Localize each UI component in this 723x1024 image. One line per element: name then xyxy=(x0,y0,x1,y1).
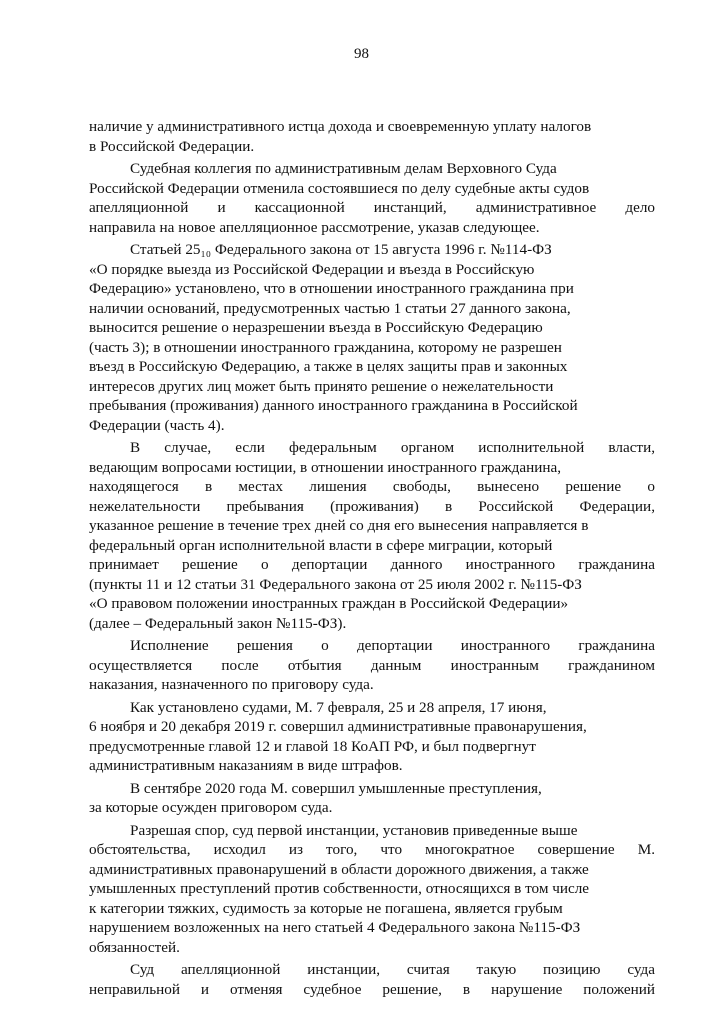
text-line: ведающим вопросами юстиции, в отношении иностранного гражданина, xyxy=(89,458,562,476)
text-line: (пункты 11 и 12 статьи 31 Федерального закона от 25 июля 2002 г. №115-ФЗ xyxy=(89,575,582,593)
text-line: административным наказаниям в виде штрафов. xyxy=(89,757,403,774)
text-line: Федерации (часть 4). xyxy=(89,416,225,434)
paragraph-start-line: В сентябре 2020 года М. совершил умышленные преступления, xyxy=(130,779,542,797)
text-line: умышленных преступлений против собственности, относящихся в том числе xyxy=(89,880,590,897)
text-line: принимает решение о депортации данного иностранного гражданина xyxy=(89,556,655,573)
text-line: указанное решение в течение трех дней со дня его вынесения направляется в xyxy=(89,517,589,534)
text-line: обстоятельства, исходил из того, что многократное совершение М. xyxy=(89,841,655,858)
text-line: (далее – Федеральный закон №115-ФЗ). xyxy=(89,614,347,632)
text-line: (часть 3); в отношении иностранного гражданина, которому не разрешен xyxy=(89,338,562,356)
text-line: направила на новое апелляционное рассмотрение, указав следующее. xyxy=(89,218,540,236)
paragraph-start-line: Судебная коллегия по административным делам Верховного Суда xyxy=(130,160,557,177)
text-line: наличие у административного истца дохода и своевременную уплату налогов xyxy=(89,118,592,135)
text-line: «О правовом положении иностранных граждан в Российской Федерации» xyxy=(89,595,569,612)
text-line: обязанностей. xyxy=(89,938,180,956)
text-line: предусмотренные главой 12 и главой 18 КоАП РФ, и был подвергнут xyxy=(89,737,536,755)
paragraph-start-line: Разрешая спор, суд первой инстанции, установив приведенные выше xyxy=(130,821,578,839)
text-line: Российской Федерации отменила состоявшиеся по делу судебные акты судов xyxy=(89,179,590,197)
paragraph-start-line: Статьей 25₁₀ Федерального закона от 15 августа 1996 г. №114-ФЗ xyxy=(130,241,552,258)
text-line: Федерацию» установлено, что в отношении иностранного гражданина при xyxy=(89,280,574,297)
text-line: нарушением возложенных на него статьей 4 Федерального закона №115-ФЗ xyxy=(89,919,581,936)
text-line: к категории тяжких, судимость за которые не погашена, является грубым xyxy=(89,899,563,917)
paragraph-start-line: Суд апелляционной инстанции, считая такую позицию суда xyxy=(130,961,655,978)
paragraph-start-line: Как установлено судами, М. 7 февраля, 25 и 28 апреля, 17 июня, xyxy=(130,698,547,716)
page-number: 98 xyxy=(354,46,369,62)
text-line: неправильной и отменяя судебное решение, в нарушение положений xyxy=(89,980,655,998)
text-line: апелляционной и кассационной инстанций, административное дело xyxy=(89,199,655,216)
text-line: административных правонарушений в области дорожного движения, а также xyxy=(89,860,589,878)
text-line: въезд в Российскую Федерацию, а также в целях защиты прав и законных xyxy=(89,358,568,375)
paragraph-start-line: В случае, если федеральным органом исполнительной власти, xyxy=(130,439,655,456)
text-line: пребывания (проживания) данного иностранного гражданина в Российской xyxy=(89,397,578,414)
text-line: интересов других лиц может быть принято решение о нежелательности xyxy=(89,377,554,395)
text-line: осуществляется после отбытия данным иностранным гражданином xyxy=(89,656,655,674)
text-line: находящегося в местах лишения свободы, вынесено решение о xyxy=(89,478,655,495)
text-line: выносится решение о неразрешении въезда в Российскую Федерацию xyxy=(89,319,543,336)
text-line: за которые осужден приговором суда. xyxy=(89,799,333,816)
text-line: федеральный орган исполнительной власти в сфере миграции, который xyxy=(89,536,553,554)
text-line: наличии оснований, предусмотренных частью 1 статьи 27 данного закона, xyxy=(89,299,571,317)
text-line: 6 ноября и 20 декабря 2019 г. совершил административные правонарушения, xyxy=(89,718,587,735)
text-line: «О порядке выезда из Российской Федерации и въезда в Российскую xyxy=(89,260,535,278)
text-line: наказания, назначенного по приговору суда. xyxy=(89,676,374,693)
text-line: в Российской Федерации. xyxy=(89,137,255,155)
paragraph-start-line: Исполнение решения о депортации иностранного гражданина xyxy=(130,637,655,654)
text-line: нежелательности пребывания (проживания) в Российской Федерации, xyxy=(89,497,655,515)
document-body xyxy=(89,117,655,999)
